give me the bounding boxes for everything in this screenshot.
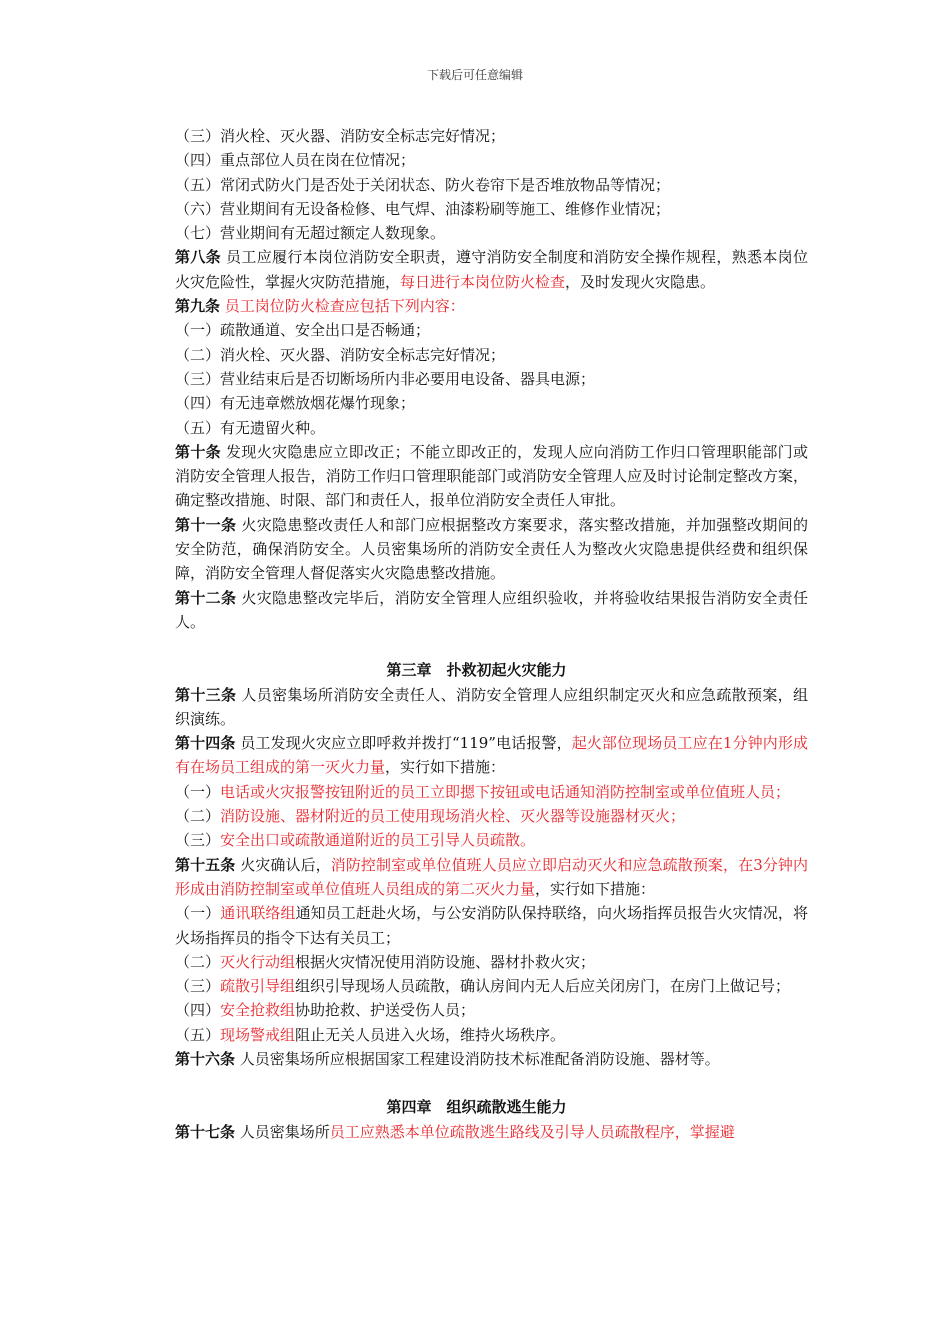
body-text: 协助抢救、护送受伤人员；: [295, 1001, 476, 1020]
body-text: （四）有无违章燃放烟花爆竹现象；: [175, 394, 416, 413]
body-text: （三）营业结束后是否切断场所内非必要用电设备、器具电源；: [175, 369, 596, 388]
chapter-heading: [145, 1095, 808, 1119]
paragraph: [145, 245, 808, 294]
body-text: （一）: [175, 782, 221, 801]
paragraph: [145, 998, 808, 1022]
paragraph: [145, 367, 808, 391]
body-text: （六）营业期间有无设备检修、电气焊、油漆粉刷等施工、维修作业情况；: [175, 199, 671, 218]
body-text: （七）营业期间有无超过额定人数现象。: [175, 224, 446, 243]
body-text: 根据火灾情况使用消防设施、器材扑救火灾；: [295, 952, 596, 971]
paragraph: [145, 828, 808, 852]
highlighted-text: 电话或火灾报警按钮附近的员工立即摁下按钮或电话通知消防控制室或单位值班人员；: [220, 782, 791, 801]
paragraph: [145, 173, 808, 197]
body-text: 火灾隐患整改责任人和部门应根据整改方案要求，落实整改措施，并加强整改期间的安全防范，确保消防安全。人员密集场所的消防安全责任人为整改火灾隐患提供经费和组织保障，消防安全管理人督促落实火灾隐患整改措施。: [175, 515, 808, 583]
paragraph: [145, 901, 808, 950]
article-number: 第十条: [175, 442, 221, 461]
body-text: （一）: [175, 904, 221, 923]
body-text: （三）: [175, 977, 221, 996]
highlighted-text: 员工岗位防火检查应包括下列内容：: [224, 297, 465, 316]
chapter-heading: [145, 658, 808, 682]
article-number: 第八条: [175, 248, 221, 267]
highlighted-text: 每日进行本岗位防火检查: [400, 272, 566, 291]
highlighted-text: 消防设施、器材附近的员工使用现场消火栓、灭火器等设施器材灭火；: [220, 807, 686, 826]
body-text: （四）: [175, 1001, 221, 1020]
body-text: 阻止无关人员进入火场，维持火场秩序。: [295, 1025, 566, 1044]
paragraph: [145, 853, 808, 902]
article-number: 第十四条: [175, 734, 236, 753]
paragraph: [145, 391, 808, 415]
paragraph: [145, 683, 808, 732]
body-text: ，实行如下措施：: [385, 758, 506, 777]
body-text: （三）消火栓、灭火器、消防安全标志完好情况；: [175, 127, 506, 145]
document-body: [145, 124, 808, 1144]
paragraph: [145, 416, 808, 440]
paragraph: [145, 148, 808, 172]
highlighted-text: 安全出口或疏散通道附近的员工引导人员疏散。: [220, 831, 536, 850]
body-text: ，实行如下措施：: [535, 879, 656, 898]
body-text: 第四章 组织疏散逃生能力: [386, 1098, 567, 1117]
paragraph: [145, 221, 808, 245]
paragraph-gap: [145, 634, 808, 658]
article-number: 第十六条: [175, 1049, 236, 1068]
paragraph: [145, 124, 808, 148]
body-text: （五）有无遗留火种。: [175, 418, 326, 437]
highlighted-text: 灭火行动组: [220, 952, 296, 971]
body-text: （一）疏散通道、安全出口是否畅通；: [175, 321, 431, 340]
paragraph-gap: [145, 1071, 808, 1095]
body-text: （五）: [175, 1025, 221, 1044]
highlighted-text: 安全抢救组: [220, 1001, 296, 1020]
paragraph: [145, 974, 808, 998]
article-number: 第十七条: [175, 1122, 236, 1141]
body-text: （四）重点部位人员在岗在位情况；: [175, 151, 416, 170]
body-text: 第三章 扑救初起火灾能力: [386, 661, 567, 680]
paragraph: [145, 586, 808, 635]
body-text: 人员密集场所消防安全责任人、消防安全管理人应组织制定灭火和应急疏散预案，组织演练。: [175, 685, 808, 728]
paragraph: [145, 804, 808, 828]
article-number: 第十五条: [175, 855, 236, 874]
highlighted-text: 消防控制室或单位值班人员应立即启动灭火和应急疏散预案，在3分钟内形成由消防控制室或单位值班人员组成的第二灭火力量: [175, 855, 808, 898]
body-text: （五）常闭式防火门是否处于关闭状态、防火卷帘下是否堆放物品等情况；: [175, 175, 671, 194]
body-text: 组织引导现场人员疏散，确认房间内无人后应关闭房门，在房门上做记号；: [295, 977, 791, 996]
paragraph: [145, 950, 808, 974]
article-number: 第九条: [175, 297, 221, 316]
highlighted-text: 起火部位现场员工应在1分钟内形成有在场员工组成的第一灭火力量: [175, 734, 808, 777]
body-text: （二）: [175, 807, 221, 826]
body-text: ，及时发现火灾隐患。: [565, 272, 716, 291]
paragraph: [145, 318, 808, 342]
body-text: 发现火灾隐患应立即改正；不能立即改正的，发现人应向消防工作归口管理职能部门或消防安全管理人报告，消防工作归口管理职能部门或消防安全管理人应及时讨论制定整改方案，确定整改措施、时限、部门和责任人，报单位消防安全责任人审批。: [175, 442, 808, 510]
highlighted-text: 员工应熟悉本单位疏散逃生路线及引导人员疏散程序，掌握避: [329, 1122, 735, 1141]
paragraph: [145, 294, 808, 318]
paragraph: [145, 1023, 808, 1047]
body-text: （二）: [175, 952, 221, 971]
paragraph: [145, 1120, 808, 1144]
body-text: 员工发现火灾应立即呼救并拨打“119”电话报警，: [235, 734, 572, 753]
body-text: （三）: [175, 831, 221, 850]
paragraph: [145, 197, 808, 221]
page-header: 下载后可任意编辑: [426, 68, 523, 82]
body-text: 员工应履行本岗位消防安全职责，遵守消防安全制度和消防安全操作规程，熟悉本岗位火灾危险性，掌握火灾防范措施，: [175, 248, 808, 291]
paragraph: [145, 343, 808, 367]
body-text: 人员密集场所应根据国家工程建设消防技术标准配备消防设施、器材等。: [235, 1049, 720, 1068]
body-text: 人员密集场所: [235, 1122, 330, 1141]
body-text: 通知员工赶赴火场，与公安消防队保持联络，向火场指挥员报告火灾情况，将火场指挥员的指令下达有关员工；: [175, 904, 808, 947]
article-number: 第十三条: [175, 685, 237, 704]
paragraph: [145, 780, 808, 804]
body-text: （二）消火栓、灭火器、消防安全标志完好情况；: [175, 345, 506, 364]
highlighted-text: 通讯联络组: [220, 904, 296, 923]
highlighted-text: 疏散引导组: [220, 977, 296, 996]
paragraph: [145, 1047, 808, 1071]
paragraph: [145, 513, 808, 586]
article-number: 第十二条: [175, 588, 237, 607]
paragraph: [145, 440, 808, 513]
highlighted-text: 现场警戒组: [220, 1025, 296, 1044]
body-text: 火灾隐患整改完毕后，消防安全管理人应组织验收，并将验收结果报告消防安全责任人。: [175, 588, 808, 631]
body-text: 火灾确认后，: [235, 855, 331, 874]
article-number: 第十一条: [175, 515, 237, 534]
paragraph: [145, 731, 808, 780]
